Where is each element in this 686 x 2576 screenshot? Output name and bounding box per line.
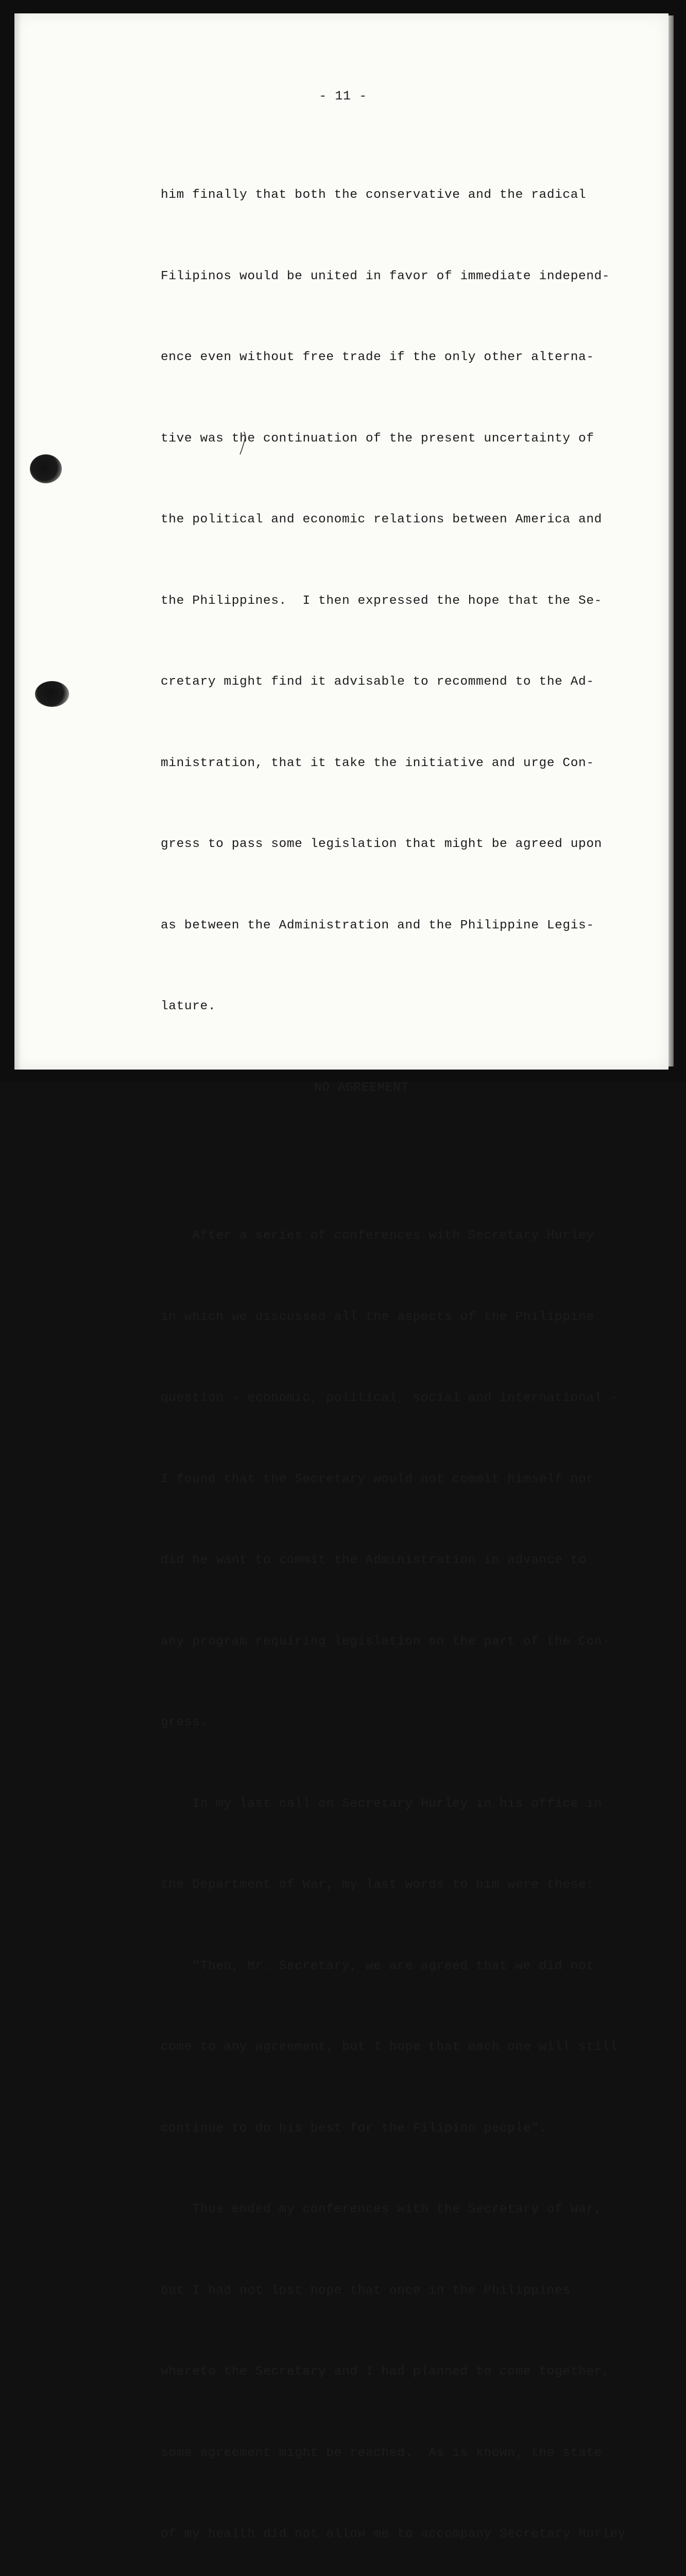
text-line: as between the Administration and the Philippine Legis- [161, 918, 594, 933]
paper-right-edge [668, 15, 674, 1066]
typed-body [161, 128, 626, 2576]
text-line: any program requiring legislation on the part of the Con- [161, 1634, 610, 1649]
text-line: Thus ended my conferences with the Secretary of War, [161, 2202, 602, 2216]
text-line: the political and economic relations between America and [161, 513, 602, 527]
heading-gap [161, 1156, 626, 1168]
text-line: some agreement might be reached. As is known, the state [161, 2446, 602, 2460]
text-line: of my health did not allow me to accompany Secretary Hurley [161, 2527, 626, 2541]
text-line: continue to do his best for the Filipino people". [161, 2121, 547, 2136]
section-heading [161, 1075, 626, 1102]
text-line: lature. [161, 999, 216, 1013]
text-line: come to any agreement, but I hope that each one will still [161, 2040, 618, 2054]
text-line: cretary might find it advisable to recommend to the Ad- [161, 675, 594, 689]
page-number: - 11 - [319, 89, 367, 104]
section-heading-text: NO AGREEMENT [314, 1080, 409, 1095]
text-line: In my last call on Secretary Hurley in his office in [161, 1797, 602, 1811]
text-line: After a series of conferences with Secretary Hurley [161, 1229, 594, 1243]
text-line: I found that the Secretary would not commit himself nor [161, 1472, 594, 1486]
text-line: whereto the Secretary and I had planned to come together, [161, 2365, 610, 2379]
text-line: ministration, that it take the initiative and urge Con- [161, 756, 594, 770]
text-line: but I had not lost hope that once in the Philippines [161, 2283, 571, 2298]
text-line: did he want to commit the Administration in advance to [161, 1553, 587, 1567]
text-line: him finally that both the conservative and the radical [161, 188, 587, 202]
text-line: tive was the continuation of the present uncertainty of [161, 431, 594, 446]
text-line: gress. [161, 1716, 208, 1730]
text-line: "Then, Mr. Secretary, we are agreed that we did not [161, 1959, 594, 1973]
punch-hole-blot-lower [35, 681, 69, 707]
text-line: the Department of War, my last words to him were these: [161, 1878, 594, 1892]
punch-hole-blot-upper [30, 454, 62, 483]
text-line: ence even without free trade if the only other alterna- [161, 350, 594, 364]
text-line: Filipinos would be united in favor of immediate independ- [161, 269, 610, 283]
text-line: gress to pass some legislation that might be agreed upon [161, 837, 602, 851]
paper-left-shadow [14, 13, 22, 1070]
text-line: question - economic, political, social and international - [161, 1391, 618, 1405]
text-line: the Philippines. I then expressed the hope that the Se- [161, 594, 602, 608]
text-line: in which we discussed all the aspects of the Philippine [161, 1310, 594, 1324]
